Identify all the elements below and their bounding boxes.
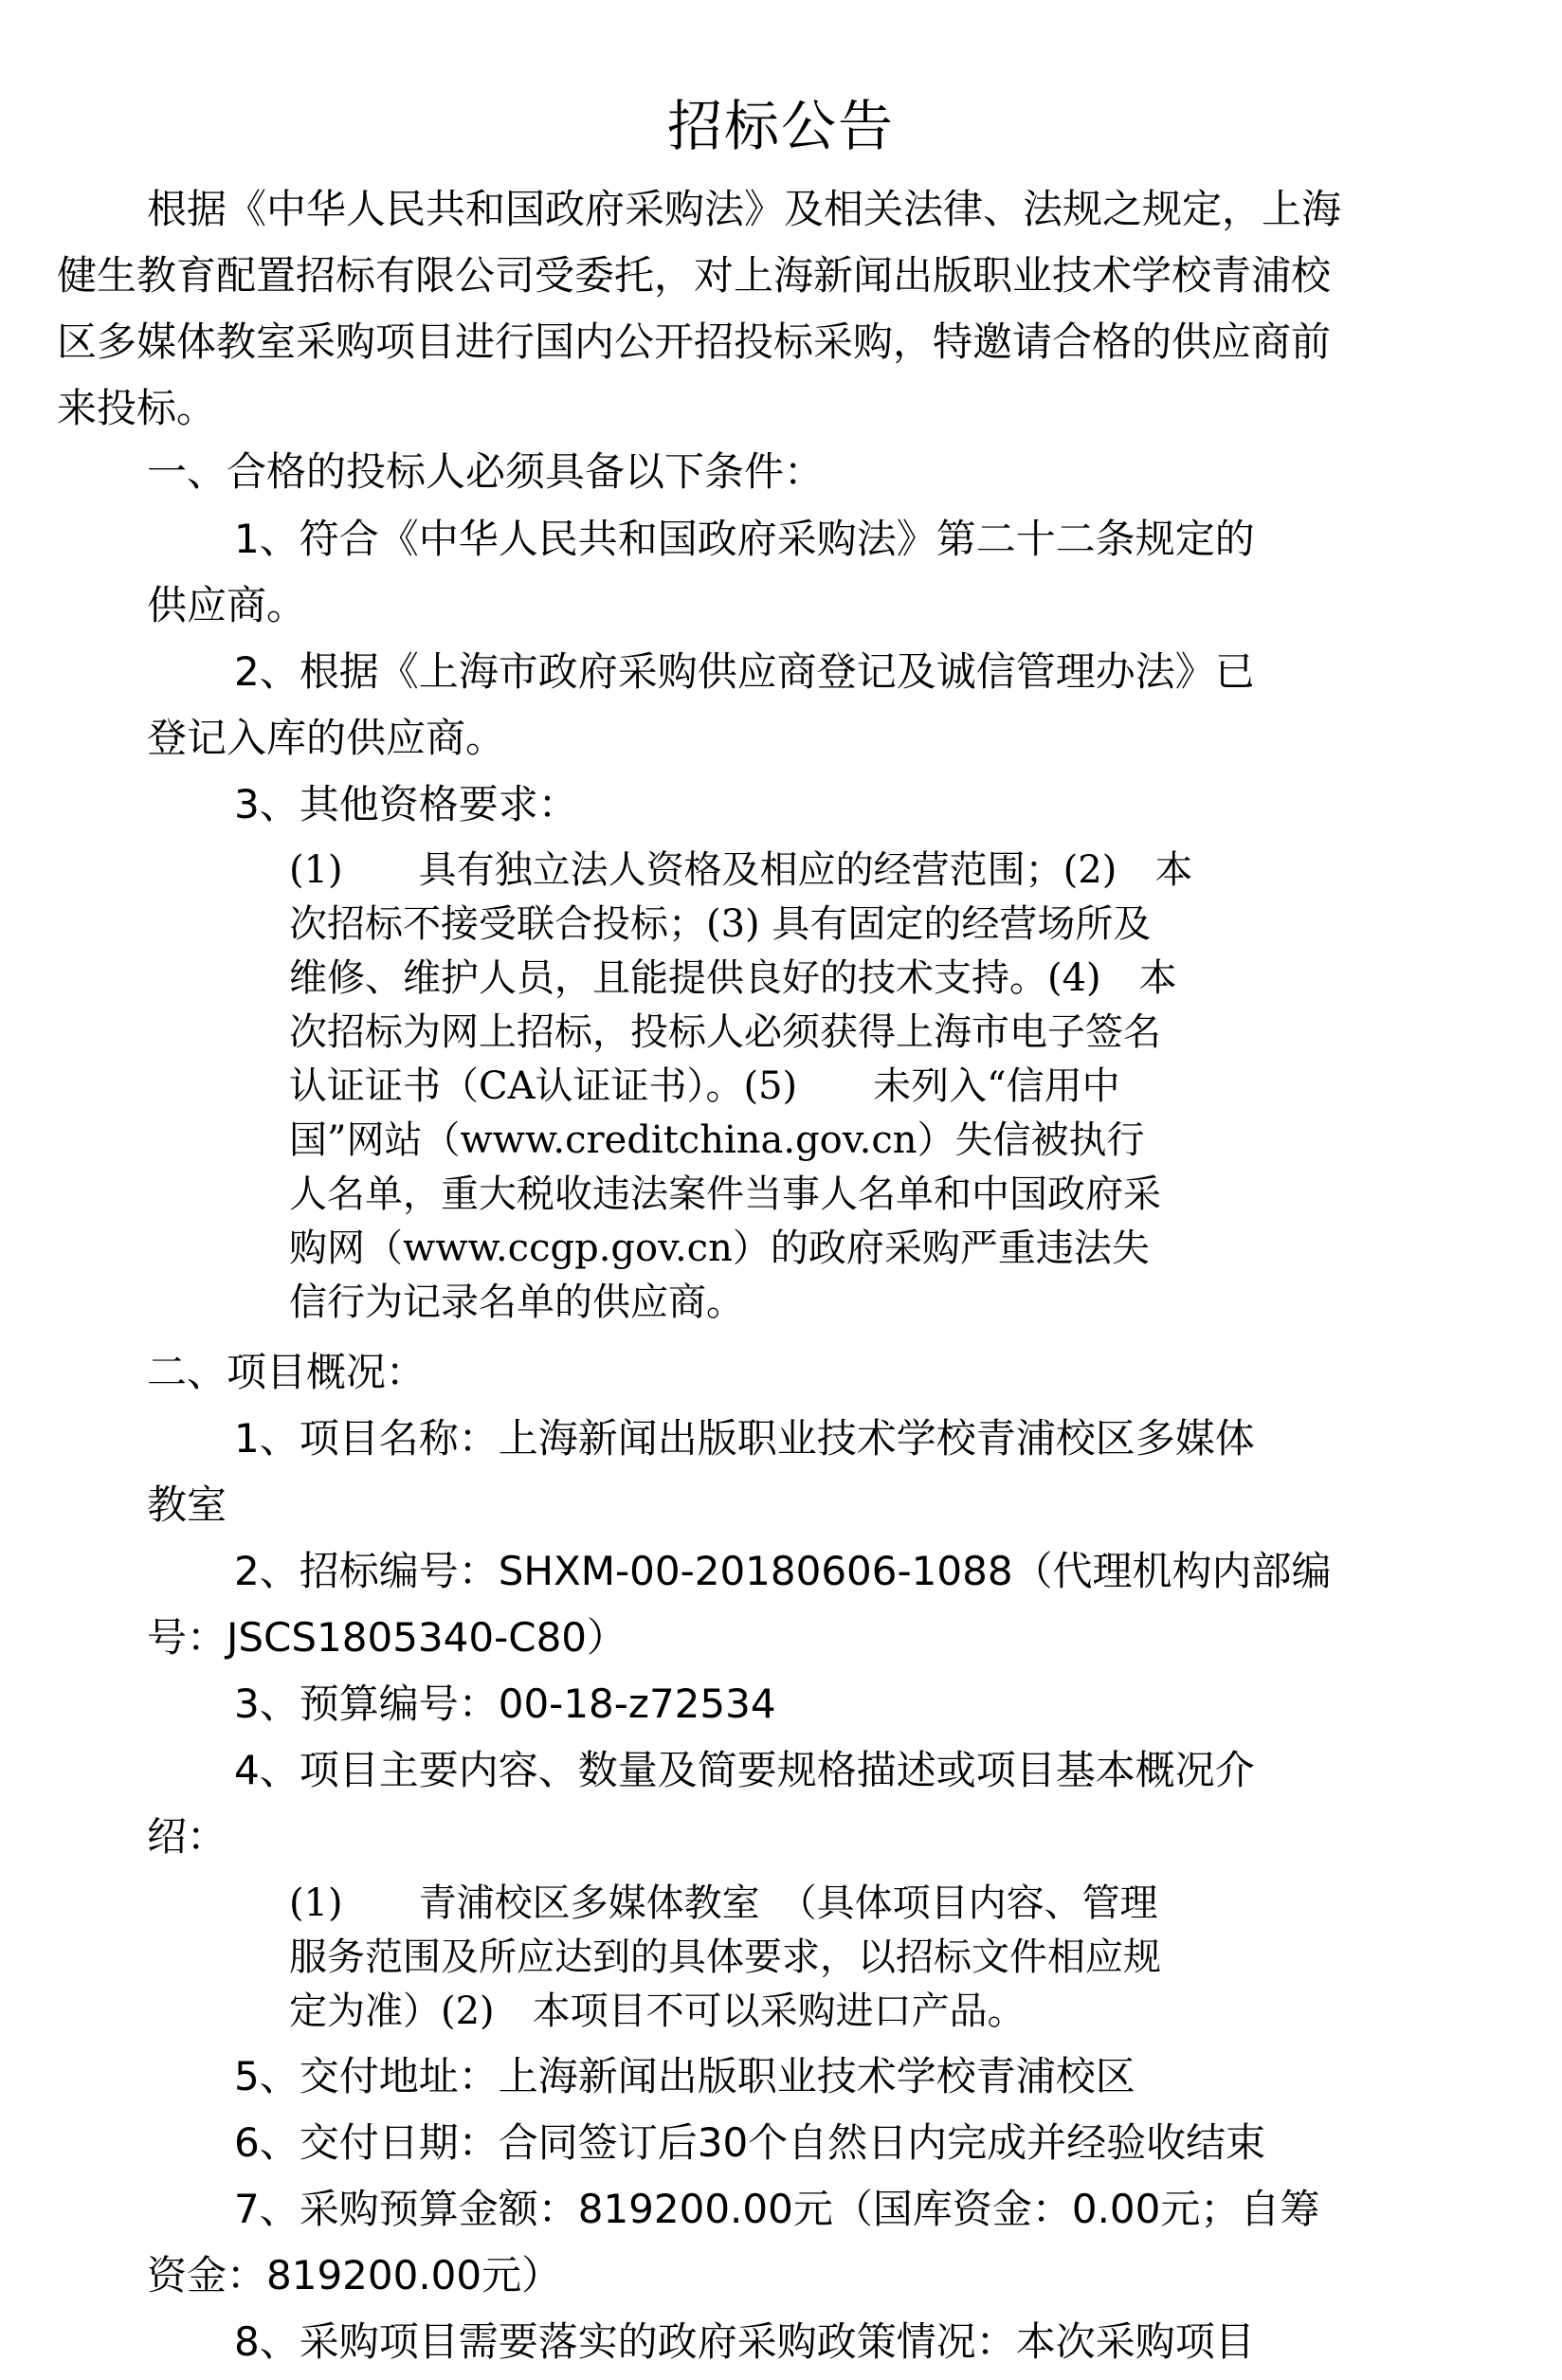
section1-item3: 3、其他资格要求： [234,781,578,827]
section2-item6: 6、交付日期：合同签订后30个自然日内完成并经验收结束 [234,2119,1266,2166]
requirements-line: (1) 具有独立法人资格及相应的经营范围；(2) 本 [289,848,1193,892]
content-block [289,1877,1332,2039]
intro-line-2: 健生教育配置招标有限公司受委托，对上海新闻出版职业技术学校青浦校 [57,252,1332,299]
section2-item1-line-2: 教室 [147,1481,227,1528]
content-line: (1) 青浦校区多媒体教室 （具体项目内容、管理 [289,1881,1158,1925]
content-line: 服务范围及所应达到的具体要求，以招标文件相应规 [289,1935,1161,1979]
section2-item7-line-2: 资金：819200.00元） [147,2252,562,2298]
section2-item1-line-1: 1、项目名称：上海新闻出版职业技术学校青浦校区多媒体 [234,1415,1255,1462]
requirements-block [289,844,1332,1330]
section1-item2-line-1: 2、根据《上海市政府采购供应商登记及诚信管理办法》已 [234,648,1255,695]
section2-item4-line-2: 绍： [147,1813,227,1860]
section1-item1-line-1: 1、符合《中华人民共和国政府采购法》第二十二条规定的 [234,516,1255,562]
intro-line-1: 根据《中华人民共和国政府采购法》及相关法律、法规之规定，上海 [147,186,1342,232]
requirements-line: 信行为记录名单的供应商。 [289,1281,744,1324]
requirements-line: 人名单，重大税收违法案件当事人名单和中国政府采 [289,1172,1161,1216]
requirements-line: 维修、维护人员，且能提供良好的技术支持。(4) 本 [289,956,1177,1000]
section2-item5: 5、交付地址：上海新闻出版职业技术学校青浦校区 [234,2053,1135,2099]
requirements-line: 次招标不接受联合投标；(3) 具有固定的经营场所及 [289,902,1152,946]
requirements-line: 购网（www.ccgp.gov.cn）的政府采购严重违法失 [289,1226,1150,1270]
section1-item2-line-2: 登记入库的供应商。 [147,715,506,761]
section1-heading: 一、合格的投标人必须具备以下条件： [147,448,825,495]
section2-item8: 8、采购项目需要落实的政府采购政策情况：本次采购项目 [234,2318,1255,2365]
intro-line-4: 来投标。 [57,385,217,431]
content-line: 定为准）(2) 本项目不可以采购进口产品。 [289,1989,1026,2033]
intro-line-3: 区多媒体教室采购项目进行国内公开招投标采购，特邀请合格的供应商前 [57,318,1332,365]
section1-item1-line-2: 供应商。 [147,582,307,628]
section2-item4-line-1: 4、项目主要内容、数量及简要规格描述或项目基本概况介 [234,1747,1255,1793]
page-title: 招标公告 [666,94,895,158]
requirements-line: 次招标为网上招标，投标人必须获得上海市电子签名 [289,1010,1161,1054]
section2-item3: 3、预算编号：00-18-z72534 [234,1681,776,1727]
section2-heading: 二、项目概况： [147,1349,427,1395]
section2-item2-line-2: 号：JSCS1805340-C80） [147,1614,627,1661]
requirements-line: 国”网站（www.creditchina.gov.cn）失信被执行 [289,1118,1145,1162]
section2-item7-line-1: 7、采购预算金额：819200.00元（国库资金：0.00元；自筹 [234,2186,1320,2232]
requirements-line: 认证证书（CA认证证书）。(5) 未列入“信用中 [289,1064,1120,1108]
section2-item2-line-1: 2、招标编号：SHXM-00-20180606-1088（代理机构内部编 [234,1548,1332,1594]
